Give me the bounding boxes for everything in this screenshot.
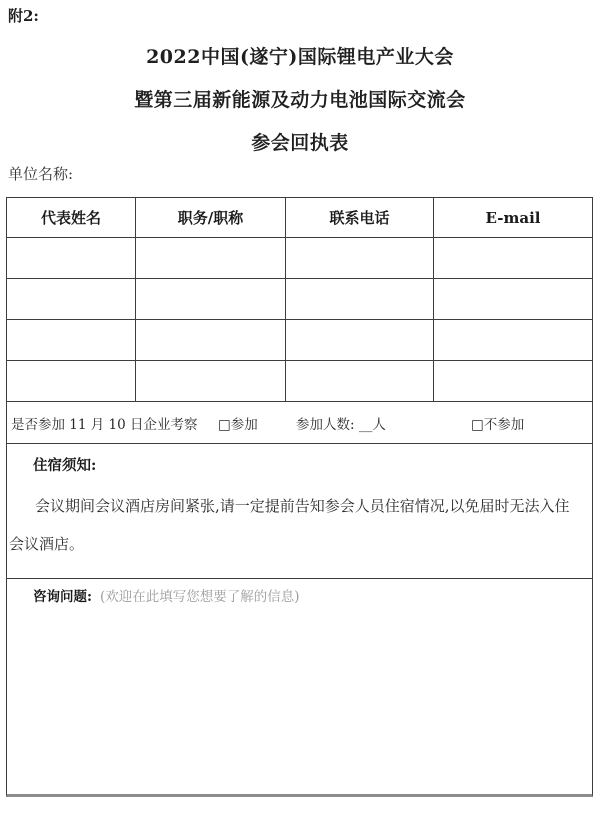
table-cell-empty[interactable] xyxy=(136,320,286,360)
inspection-question-label: 是否参加 11 月 10 日企业考察 xyxy=(11,416,198,433)
attend-checkbox-option[interactable]: □参加 xyxy=(218,416,258,433)
attendee-count-field[interactable]: 参加人数: __人 xyxy=(296,416,386,433)
title-block xyxy=(0,36,600,165)
table-cell-empty[interactable] xyxy=(136,279,286,319)
table-cell-empty[interactable] xyxy=(434,238,592,278)
table-cell-empty[interactable] xyxy=(434,320,592,360)
attachment-label: 附2: xyxy=(8,7,39,25)
table-cell-empty[interactable] xyxy=(434,279,592,319)
registration-form-table xyxy=(6,197,593,797)
accommodation-body-text: 会议期间会议酒店房间紧张,请一定提前告知参会人员住宿情况,以免届时无法入住会议酒店。 xyxy=(9,497,570,553)
header-representative-name: 代表姓名 xyxy=(7,198,136,237)
not-attend-checkbox-option[interactable]: □不参加 xyxy=(471,416,525,433)
table-cell-empty[interactable] xyxy=(286,238,434,278)
accommodation-heading: 住宿须知: xyxy=(33,457,97,474)
header-email: E-mail xyxy=(485,208,541,227)
table-row xyxy=(7,361,592,402)
table-row xyxy=(7,320,592,361)
consultation-section[interactable] xyxy=(7,579,592,794)
table-cell-empty[interactable] xyxy=(7,320,136,360)
document-title-line-3: 参会回执表 xyxy=(251,132,349,154)
document-title-line-1: 2022中国(遂宁)国际锂电产业大会 xyxy=(146,46,454,68)
unit-name-label: 单位名称: xyxy=(8,165,74,183)
table-cell-empty[interactable] xyxy=(286,361,434,401)
table-cell-empty[interactable] xyxy=(434,361,592,401)
table-cell-empty[interactable] xyxy=(7,238,136,278)
document-title-line-2: 暨第三届新能源及动力电池国际交流会 xyxy=(134,89,466,111)
table-row xyxy=(7,279,592,320)
inspection-row xyxy=(7,402,592,444)
table-header-row xyxy=(7,198,592,238)
header-position-title: 职务/职称 xyxy=(136,198,286,237)
header-contact-phone: 联系电话 xyxy=(286,198,434,237)
table-cell-empty[interactable] xyxy=(286,279,434,319)
consultation-line xyxy=(33,588,592,606)
table-cell-empty[interactable] xyxy=(7,361,136,401)
table-cell-empty[interactable] xyxy=(286,320,434,360)
consultation-heading: 咨询问题: xyxy=(33,589,92,605)
table-row xyxy=(7,238,592,279)
accommodation-section xyxy=(7,444,592,579)
table-cell-empty[interactable] xyxy=(7,279,136,319)
table-cell-empty[interactable] xyxy=(136,238,286,278)
table-cell-empty[interactable] xyxy=(136,361,286,401)
consultation-placeholder: (欢迎在此填写您想要了解的信息) xyxy=(99,589,300,605)
